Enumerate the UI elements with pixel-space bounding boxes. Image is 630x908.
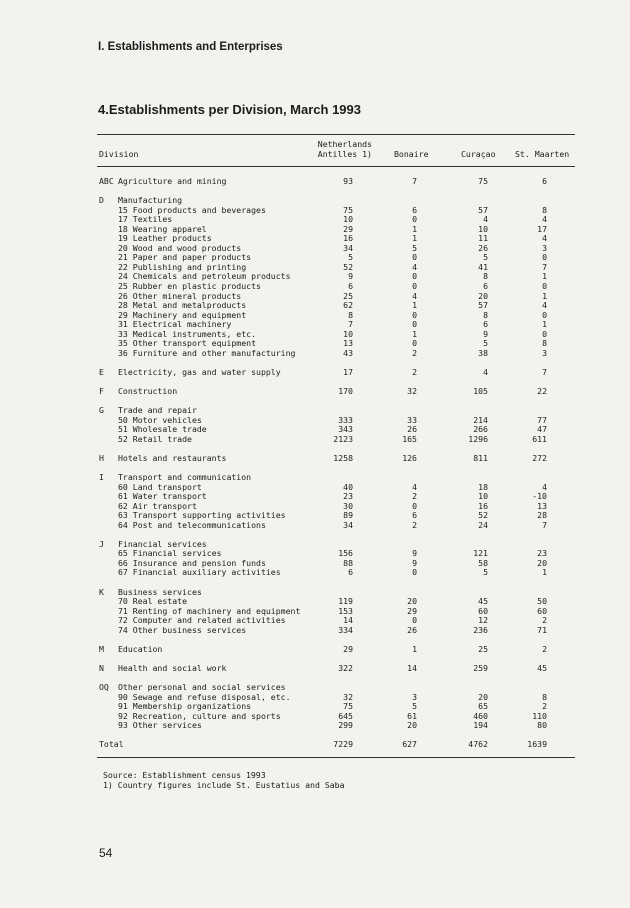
division-label: Manufacturing [118,195,183,206]
value-curacao: 52 [478,510,488,521]
value-netherlands-antilles: 10 [343,214,353,225]
value-netherlands-antilles: 6 [348,567,353,578]
value-st-maarten: 3 [542,347,547,358]
division-label: Trade and repair [118,405,197,416]
header-st-maarten: St. Maarten [515,149,570,159]
value-netherlands-antilles: 30 [343,500,353,511]
value-netherlands-antilles: 32 [343,691,353,702]
value-curacao: 5 [483,252,488,263]
value-curacao: 1296 [468,433,488,444]
value-bonaire: 6 [412,510,417,521]
value-st-maarten: 1639 [527,739,547,750]
value-bonaire: 4 [412,261,417,272]
value-st-maarten: 45 [537,662,547,673]
value-st-maarten: 4 [542,300,547,311]
value-st-maarten: 17 [537,223,547,234]
value-bonaire: 14 [407,662,417,673]
value-st-maarten: 22 [537,386,547,397]
division-code: J [99,538,104,549]
value-st-maarten: 3 [542,242,547,253]
subdivision-label: 70 Real estate [118,596,188,607]
division-row [99,645,575,655]
value-st-maarten: 4 [542,233,547,244]
value-netherlands-antilles: 7229 [333,739,353,750]
value-netherlands-antilles: 88 [343,557,353,568]
subdivision-label: 21 Paper and paper products [118,252,252,263]
value-st-maarten: 47 [537,424,547,435]
page-number: 54 [99,846,113,860]
value-st-maarten: 1 [542,319,547,330]
value-st-maarten: 0 [542,252,547,263]
value-netherlands-antilles: 7 [348,319,353,330]
value-curacao: 5 [483,338,488,349]
value-netherlands-antilles: 10 [343,328,353,339]
total-label: Total [99,739,124,750]
value-curacao: 10 [478,223,488,234]
division-row [99,177,575,187]
value-bonaire: 20 [407,720,417,731]
subdivision-label: 71 Renting of machinery and equipment [118,605,301,616]
value-curacao: 75 [478,176,488,186]
subdivision-label: 63 Transport supporting activities [118,510,286,521]
subdivision-label: 61 Water transport [118,491,207,502]
table-bottom-rule [97,757,575,758]
value-st-maarten: 7 [542,366,547,377]
division-label: Education [118,643,163,654]
value-st-maarten: 6 [542,176,547,186]
subdivision-row [99,435,575,445]
subdivision-label: 17 Textiles [118,214,173,225]
division-label: Transport and communication [118,471,252,482]
value-st-maarten: 23 [537,548,547,559]
division-code: I [99,471,104,482]
table-top-rule [97,134,575,135]
value-curacao: 10 [478,491,488,502]
value-netherlands-antilles: 6 [348,281,353,292]
value-bonaire: 26 [407,624,417,635]
subdivision-label: 92 Recreation, culture and sports [118,710,281,721]
subdivision-label: 60 Land transport [118,481,202,492]
value-bonaire: 0 [412,567,417,578]
value-st-maarten: 20 [537,557,547,568]
subdivision-label: 24 Chemicals and petroleum products [118,271,291,282]
value-curacao: 60 [478,605,488,616]
value-st-maarten: 611 [532,433,547,444]
value-bonaire: 33 [407,414,417,425]
value-curacao: 18 [478,481,488,492]
value-netherlands-antilles: 89 [343,510,353,521]
division-label: Construction [118,386,178,397]
value-bonaire: 6 [412,204,417,215]
value-curacao: 121 [473,548,488,559]
header-bonaire: Bonaire [394,149,429,159]
subdivision-label: 66 Insurance and pension funds [118,557,266,568]
value-netherlands-antilles: 1258 [333,452,353,463]
value-netherlands-antilles: 43 [343,347,353,358]
value-netherlands-antilles: 62 [343,300,353,311]
table-notes [103,770,345,790]
division-row [99,664,575,674]
subdivision-row [99,349,575,359]
section-title: I. Establishments and Enterprises [98,41,283,53]
value-st-maarten: 4 [542,214,547,225]
division-code: K [99,586,104,597]
value-curacao: 57 [478,204,488,215]
division-code: G [99,405,104,416]
value-bonaire: 5 [412,701,417,712]
value-netherlands-antilles: 13 [343,338,353,349]
table-header [97,140,575,164]
value-netherlands-antilles: 34 [343,242,353,253]
value-st-maarten: 8 [542,204,547,215]
value-curacao: 460 [473,710,488,721]
value-netherlands-antilles: 52 [343,261,353,272]
subdivision-label: 33 Medical instruments, etc. [118,328,257,339]
subdivision-label: 51 Wholesale trade [118,424,207,435]
value-bonaire: 0 [412,252,417,263]
subdivision-label: 22 Publishing and printing [118,261,247,272]
value-curacao: 6 [483,319,488,330]
value-bonaire: 29 [407,605,417,616]
subdivision-label: 19 Leather products [118,233,212,244]
value-curacao: 4 [483,214,488,225]
subdivision-label: 67 Financial auxiliary activities [118,567,281,578]
division-code: H [99,452,104,463]
value-bonaire: 5 [412,242,417,253]
value-bonaire: 26 [407,424,417,435]
value-curacao: 38 [478,347,488,358]
division-code: D [99,195,104,206]
value-bonaire: 4 [412,481,417,492]
value-st-maarten: 1 [542,567,547,578]
value-bonaire: 9 [412,548,417,559]
value-st-maarten: 50 [537,596,547,607]
value-curacao: 266 [473,424,488,435]
value-netherlands-antilles: 153 [338,605,353,616]
value-netherlands-antilles: 9 [348,271,353,282]
value-netherlands-antilles: 40 [343,481,353,492]
subdivision-label: 74 Other business services [118,624,247,635]
value-st-maarten: 8 [542,338,547,349]
value-curacao: 6 [483,281,488,292]
value-netherlands-antilles: 334 [338,624,353,635]
subdivision-label: 36 Furniture and other manufacturing [118,347,296,358]
value-curacao: 11 [478,233,488,244]
subdivision-label: 29 Machinery and equipment [118,309,247,320]
subdivision-label: 72 Computer and related activities [118,615,286,626]
subdivision-label: 18 Wearing apparel [118,223,207,234]
value-curacao: 45 [478,596,488,607]
value-netherlands-antilles: 322 [338,662,353,673]
value-netherlands-antilles: 645 [338,710,353,721]
row-spacer [99,635,575,645]
value-st-maarten: 80 [537,720,547,731]
value-curacao: 24 [478,519,488,530]
division-code: N [99,662,104,673]
value-bonaire: 627 [402,739,417,750]
total-row [99,740,575,750]
value-bonaire: 0 [412,319,417,330]
value-curacao: 58 [478,557,488,568]
division-code: ABC [99,176,114,186]
value-st-maarten: 8 [542,691,547,702]
subdivision-label: 31 Electrical machinery [118,319,232,330]
value-curacao: 105 [473,386,488,397]
value-st-maarten: 7 [542,261,547,272]
value-st-maarten: 1 [542,271,547,282]
value-curacao: 26 [478,242,488,253]
value-netherlands-antilles: 25 [343,290,353,301]
value-st-maarten: 13 [537,500,547,511]
value-bonaire: 20 [407,596,417,607]
value-bonaire: 0 [412,309,417,320]
header-division: Division [99,149,139,159]
division-label: Financial services [118,538,207,549]
value-curacao: 8 [483,309,488,320]
value-bonaire: 2 [412,491,417,502]
value-st-maarten: 4 [542,481,547,492]
value-netherlands-antilles: 17 [343,366,353,377]
value-bonaire: 61 [407,710,417,721]
division-label: Health and social work [118,662,227,673]
header-curacao: Curaçao [461,149,496,159]
value-bonaire: 1 [412,233,417,244]
value-curacao: 20 [478,290,488,301]
division-label: Other personal and social services [118,681,286,692]
value-curacao: 811 [473,452,488,463]
value-bonaire: 0 [412,500,417,511]
value-bonaire: 165 [402,433,417,444]
division-row [99,387,575,397]
value-st-maarten: 0 [542,281,547,292]
value-curacao: 194 [473,720,488,731]
value-netherlands-antilles: 75 [343,204,353,215]
value-bonaire: 7 [412,176,417,186]
division-label: Business services [118,586,202,597]
value-netherlands-antilles: 16 [343,233,353,244]
table-title: 4.Establishments per Division, March 1993 [98,102,361,117]
value-netherlands-antilles: 14 [343,615,353,626]
value-st-maarten: -10 [532,491,547,502]
subdivision-label: 91 Membership organizations [118,701,252,712]
value-netherlands-antilles: 299 [338,720,353,731]
value-bonaire: 2 [412,347,417,358]
header-bottom-rule [97,166,575,167]
subdivision-label: 64 Post and telecommunications [118,519,266,530]
value-st-maarten: 60 [537,605,547,616]
value-st-maarten: 28 [537,510,547,521]
subdivision-label: 20 Wood and wood products [118,242,242,253]
value-bonaire: 32 [407,386,417,397]
subdivision-label: 35 Other transport equipment [118,338,257,349]
value-curacao: 25 [478,643,488,654]
header-netherlands-antilles-line2: Antilles 1) [317,148,372,159]
value-bonaire: 1 [412,300,417,311]
value-netherlands-antilles: 29 [343,643,353,654]
value-st-maarten: 0 [542,309,547,320]
value-curacao: 41 [478,261,488,272]
value-bonaire: 126 [402,452,417,463]
subdivision-row [99,568,575,578]
subdivision-label: 15 Food products and beverages [118,204,266,215]
value-st-maarten: 110 [532,710,547,721]
subdivision-label: 50 Motor vehicles [118,414,202,425]
division-label: Hotels and restaurants [118,452,227,463]
value-curacao: 236 [473,624,488,635]
value-st-maarten: 2 [542,701,547,712]
value-netherlands-antilles: 2123 [333,433,353,444]
value-curacao: 214 [473,414,488,425]
subdivision-row [99,626,575,636]
value-bonaire: 9 [412,557,417,568]
header-netherlands-antilles-line1: Netherlands [317,139,372,149]
value-netherlands-antilles: 29 [343,223,353,234]
subdivision-row [99,521,575,531]
value-bonaire: 4 [412,290,417,301]
value-netherlands-antilles: 119 [338,596,353,607]
subdivision-label: 93 Other services [118,720,202,731]
value-bonaire: 0 [412,615,417,626]
value-bonaire: 1 [412,223,417,234]
value-st-maarten: 0 [542,328,547,339]
division-row [99,454,575,464]
value-st-maarten: 1 [542,290,547,301]
subdivision-label: 25 Rubber en plastic products [118,281,261,292]
value-netherlands-antilles: 75 [343,701,353,712]
division-label: Agriculture and mining [118,176,227,186]
value-bonaire: 0 [412,281,417,292]
value-curacao: 4 [483,366,488,377]
subdivision-label: 62 Air transport [118,500,197,511]
value-netherlands-antilles: 93 [343,176,353,186]
subdivision-label: 26 Other mineral products [118,290,242,301]
value-netherlands-antilles: 34 [343,519,353,530]
subdivision-label: 52 Retail trade [118,433,192,444]
value-st-maarten: 2 [542,643,547,654]
division-code: M [99,643,104,654]
value-netherlands-antilles: 8 [348,309,353,320]
value-bonaire: 0 [412,214,417,225]
subdivision-label: 90 Sewage and refuse disposal, etc. [118,691,291,702]
value-curacao: 4762 [468,739,488,750]
value-curacao: 16 [478,500,488,511]
value-bonaire: 1 [412,643,417,654]
source-note: Source: Establishment census 1993 [103,770,266,780]
value-netherlands-antilles: 5 [348,252,353,263]
value-curacao: 65 [478,701,488,712]
value-bonaire: 1 [412,328,417,339]
value-curacao: 57 [478,300,488,311]
value-bonaire: 3 [412,691,417,702]
table-body [99,177,575,750]
value-curacao: 20 [478,691,488,702]
subdivision-row [99,721,575,731]
division-code: OQ [99,681,109,692]
value-netherlands-antilles: 333 [338,414,353,425]
value-bonaire: 2 [412,519,417,530]
division-code: F [99,386,104,397]
value-bonaire: 0 [412,271,417,282]
division-code: E [99,366,104,377]
value-netherlands-antilles: 23 [343,491,353,502]
division-label: Electricity, gas and water supply [118,366,281,377]
value-st-maarten: 7 [542,519,547,530]
value-curacao: 12 [478,615,488,626]
division-row [99,368,575,378]
subdivision-label: 28 Metal and metalproducts [118,300,247,311]
subdivision-label: 65 Financial services [118,548,222,559]
value-netherlands-antilles: 170 [338,386,353,397]
value-netherlands-antilles: 343 [338,424,353,435]
value-st-maarten: 272 [532,452,547,463]
value-curacao: 9 [483,328,488,339]
value-bonaire: 2 [412,366,417,377]
value-st-maarten: 77 [537,414,547,425]
value-bonaire: 0 [412,338,417,349]
value-curacao: 5 [483,567,488,578]
value-st-maarten: 2 [542,615,547,626]
value-curacao: 259 [473,662,488,673]
footnote: 1) Country figures include St. Eustatius and Saba [103,780,345,790]
value-curacao: 8 [483,271,488,282]
value-st-maarten: 71 [537,624,547,635]
value-netherlands-antilles: 156 [338,548,353,559]
